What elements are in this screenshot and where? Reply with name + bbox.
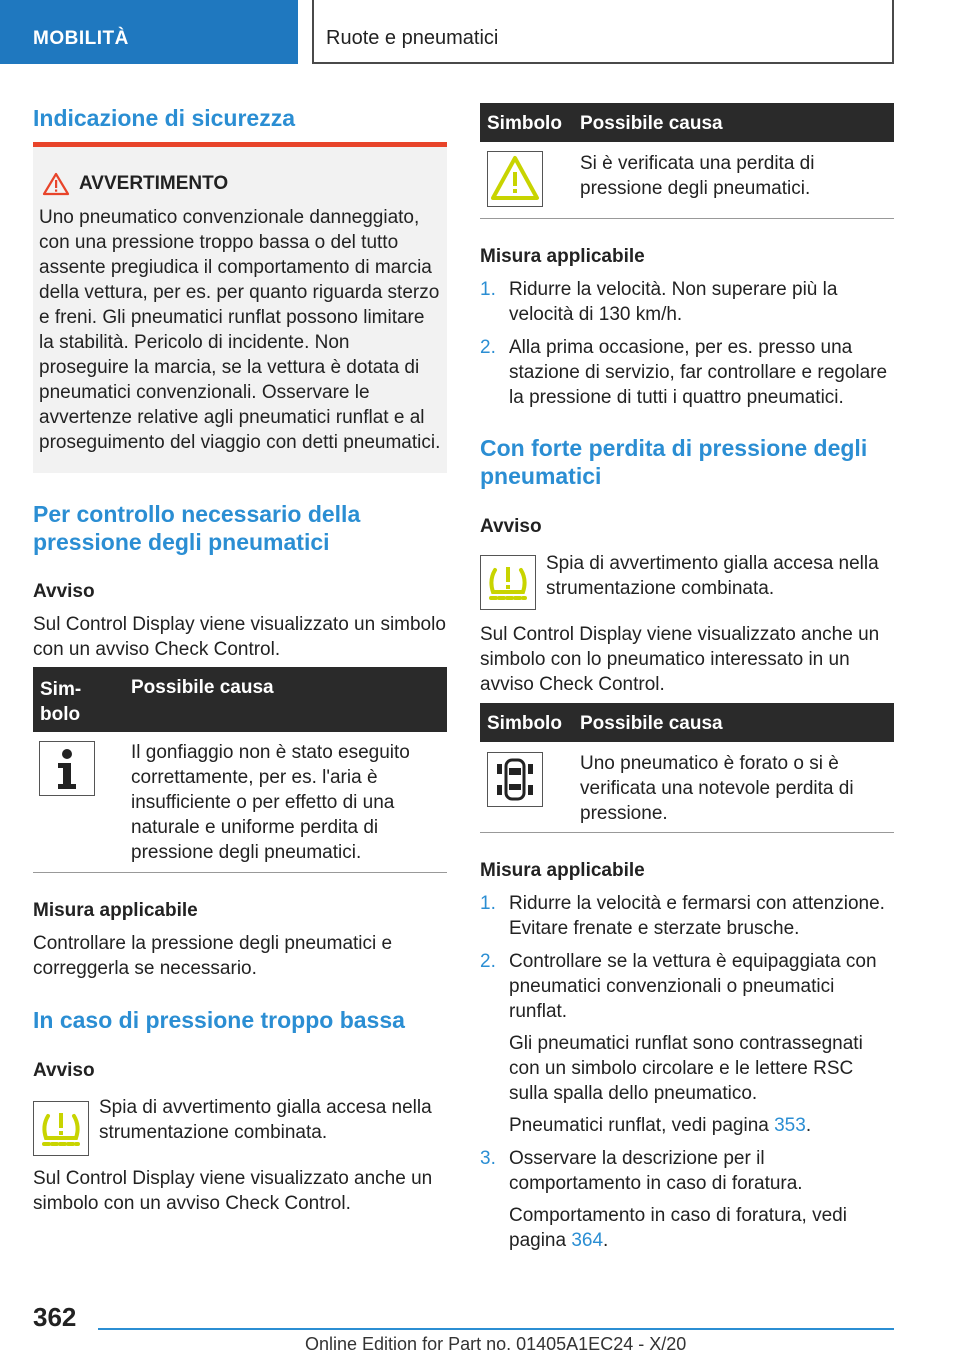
table1-col-symbol-b: bolo — [40, 704, 81, 725]
step-text: Alla prima occasione, per es. presso una stazione di servizio, far controllare e regolare la pressione di tutti i quattro pneumatici. — [509, 337, 888, 408]
warning-title: AVVERTIMENTO — [79, 173, 229, 194]
step-text: Ridurre la velocità. Non superare più la velocità di 130 km/h. — [509, 279, 838, 325]
page-ref-suffix: . — [603, 1230, 609, 1251]
table3-col-symbol: Simbolo — [487, 713, 562, 734]
info-icon — [39, 741, 95, 796]
warning-box — [33, 142, 447, 473]
table3-row1-cause: Uno pneumatico è forato o si è verificata una notevole perdita di pressione. — [580, 753, 854, 824]
table3-bottom-rule — [480, 832, 894, 833]
table3-col-cause: Possibile causa — [580, 713, 723, 734]
table2-row1-cause: Si è verificata una perdita di pressione degli pneumatici. — [580, 153, 815, 199]
table2-bottom-rule — [480, 218, 894, 219]
warning-triangle-icon — [42, 172, 70, 201]
yellow-warning-triangle-icon — [487, 151, 543, 207]
page-link-353[interactable]: 353 — [774, 1115, 806, 1136]
step-number: 1. — [480, 279, 496, 300]
avviso-text-3: Sul Control Display viene visualizzato anche un simbolo con lo pneumatico interessato in un avviso Check Control. — [480, 624, 880, 695]
check-heading — [33, 500, 447, 556]
avviso-label-2: Avviso — [33, 1060, 95, 1081]
section-tab — [0, 0, 298, 64]
page-ref-prefix: Comportamento in caso di foratura, vedi pagina — [509, 1205, 847, 1251]
step-subtext: Gli pneumatici runflat sono contrassegnati con un simbolo circolare e le lettere RSC sulla spalla dello pneumatico. — [509, 1033, 863, 1104]
step-text: Controllare se la vettura è equipaggiata con pneumatici convenzionali o pneumatici runflat. — [509, 951, 877, 1022]
misura-label-1: Misura applicabile — [33, 900, 198, 921]
table1-row1-cause: Il gonfiaggio non è stato eseguito correttamente, per es. l'aria è insufficiente o per effetto di una naturale e uniforme perdita di pressione degli pneumatici. — [131, 742, 410, 863]
step-number: 3. — [480, 1148, 496, 1169]
table1-header — [33, 667, 447, 732]
tire-pressure-lamp-icon — [33, 1101, 89, 1156]
table1-bottom-rule — [33, 872, 447, 873]
misura-label-3: Misura applicabile — [480, 860, 645, 881]
car-tire-overview-icon — [487, 752, 543, 807]
misura-text-1: Controllare la pressione degli pneumatici e correggerla se necessario. — [33, 933, 393, 979]
strong-loss-heading-line1: Con forte perdita di pressione degli — [480, 435, 868, 461]
page-ref-prefix: Pneumatici runflat, vedi pagina — [509, 1115, 769, 1136]
misura-steps-2 — [480, 277, 890, 410]
table1-col-cause: Possibile causa — [131, 677, 274, 698]
page-link-364[interactable]: 364 — [571, 1230, 604, 1251]
step-page-ref — [509, 1113, 892, 1138]
page-number: 362 — [33, 1302, 77, 1332]
step-page-ref — [509, 1203, 892, 1253]
misura2-step-2 — [480, 335, 890, 410]
avviso-label-3: Avviso — [480, 516, 542, 537]
step-number: 1. — [480, 893, 496, 914]
table2-col-symbol: Simbolo — [487, 113, 562, 134]
misura3-step-3 — [480, 1146, 892, 1253]
misura2-step-1 — [480, 277, 890, 327]
warning-text: Uno pneumatico convenzionale danneggiato, con una pressione troppo bassa o del tutto assente pregiudica il comportamento di marcia della vettura, per es. per quanto riguarda sterzo e freni. Gli pneumatici runflat possono limitare la stabilità. Pericolo di incidente. Non proseguire la marcia, se la vettura è dotata di pneumatici convenzionali. Osservare le avvertenze relative agli pneumatici runflat e al proseguimento del viaggio con detti pneumatici. — [39, 207, 441, 453]
avviso-text-1: Sul Control Display viene visualizzato un simbolo con un avviso Check Control. — [33, 614, 446, 660]
section-title: MOBILITÀ — [33, 28, 129, 49]
step-number: 2. — [480, 337, 496, 358]
edition-text: Online Edition for Part no. 01405A1EC24 - X/20 — [305, 1334, 687, 1354]
check-heading-line2: pressione degli pneumatici — [33, 529, 330, 555]
table2-header — [480, 103, 894, 142]
tire-pressure-lamp-icon-2 — [480, 555, 536, 610]
misura-label-2: Misura applicabile — [480, 246, 645, 267]
avviso-label-1: Avviso — [33, 581, 95, 602]
misura-steps-3 — [480, 891, 892, 1253]
step-number: 2. — [480, 951, 496, 972]
misura3-step-1 — [480, 891, 892, 941]
chapter-tab — [312, 0, 894, 64]
strong-loss-heading — [480, 434, 894, 490]
avviso-text-2: Sul Control Display viene visualizzato anche un simbolo con un avviso Check Control. — [33, 1168, 433, 1214]
check-heading-line1: Per controllo necessario della — [33, 501, 361, 527]
low-pressure-heading: In caso di pressione troppo bassa — [33, 1007, 405, 1033]
page-ref-suffix: . — [805, 1115, 812, 1136]
misura3-step-2 — [480, 949, 892, 1138]
avviso-icon-text-2: Spia di avvertimento gialla accesa nella strumentazione combinata. — [99, 1097, 432, 1143]
table2-col-cause: Possibile causa — [580, 113, 723, 134]
table1-col-symbol-a: Sim- — [40, 679, 82, 700]
chapter-title: Ruote e pneumatici — [326, 27, 499, 49]
table3-header — [480, 703, 894, 742]
step-text: Ridurre la velocità e fermarsi con attenzione. Evitare frenate e sterzate brusche. — [509, 893, 885, 939]
strong-loss-heading-line2: pneumatici — [480, 463, 602, 489]
step-text: Osservare la descrizione per il comportamento in caso di foratura. — [509, 1148, 803, 1194]
avviso-icon-text-3: Spia di avvertimento gialla accesa nella strumentazione combinata. — [546, 553, 879, 599]
table1-col-symbol — [40, 677, 81, 727]
safety-heading: Indicazione di sicurezza — [33, 105, 296, 131]
footer-rule — [98, 1328, 894, 1330]
